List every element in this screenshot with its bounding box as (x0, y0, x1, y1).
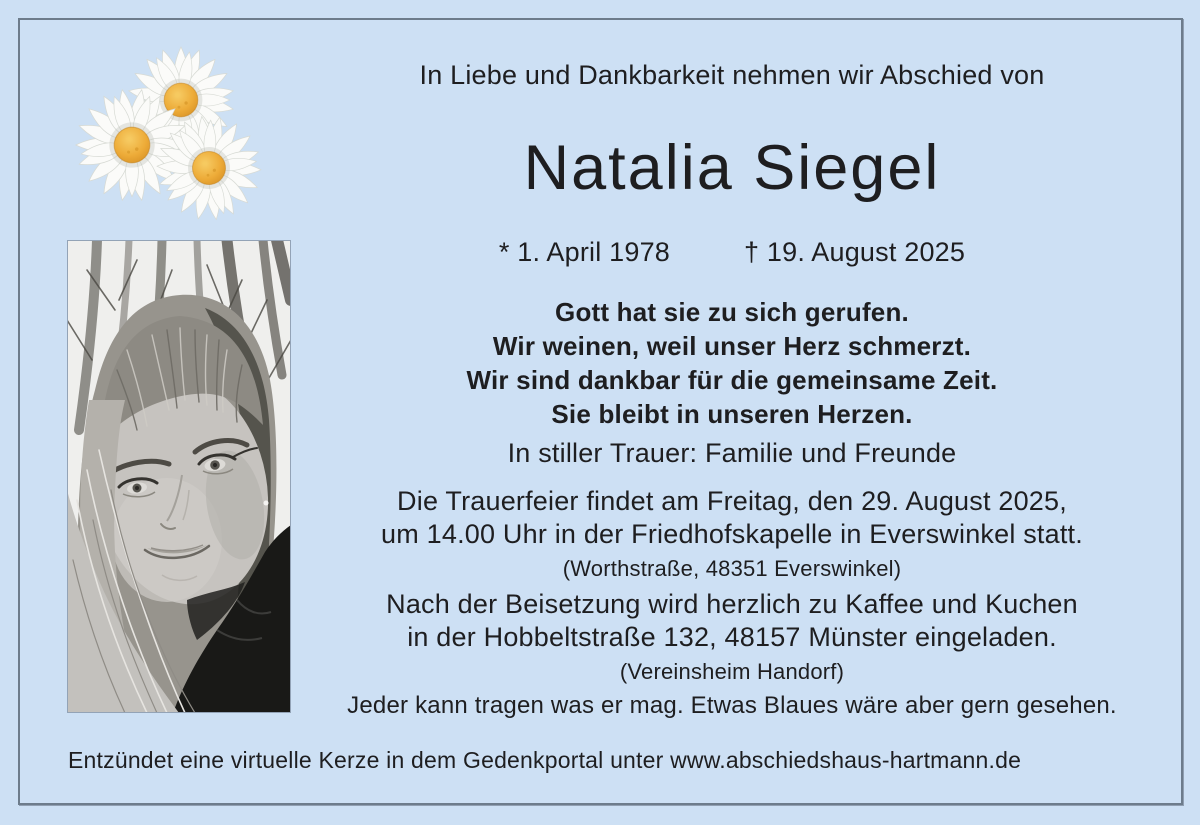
verse-line: Wir sind dankbar für die gemeinsame Zeit. (466, 365, 998, 395)
memorial-verse (296, 295, 1168, 431)
service-info (296, 485, 1168, 582)
life-dates (296, 237, 1168, 268)
reception-line: in der Hobbeltstraße 132, 48157 Münster eingeladen. (407, 622, 1057, 652)
dress-code-note: Jeder kann tragen was er mag. Etwas Blaues wäre aber gern gesehen. (347, 692, 1117, 719)
service-location: (Worthstraße, 48351 Everswinkel) (562, 556, 902, 581)
verse-line: Sie bleibt in unseren Herzen. (551, 399, 913, 429)
service-line: Die Trauerfeier findet am Freitag, den 29. August 2025, (397, 486, 1067, 516)
verse-line: Gott hat sie zu sich gerufen. (555, 297, 909, 327)
reception-location: (Vereinsheim Handorf) (619, 659, 845, 684)
memorial-portal-note: Entzündet eine virtuelle Kerze in dem Gedenkportal unter www.abschiedshaus-hartmann.de (68, 747, 1022, 773)
death-date: † 19. August 2025 (744, 237, 966, 267)
portrait-photo (67, 240, 291, 713)
birth-date: * 1. April 1978 (498, 237, 671, 267)
reception-info (296, 588, 1168, 685)
verse-line: Wir weinen, weil unser Herz schmerzt. (492, 331, 972, 361)
daisies-image (58, 28, 298, 233)
deceased-name: Natalia Siegel (523, 133, 941, 203)
mourners-line: In stiller Trauer: Familie und Freunde (507, 438, 957, 468)
intro-line: In Liebe und Dankbarkeit nehmen wir Abschied von (419, 60, 1045, 90)
service-line: um 14.00 Uhr in der Friedhofskapelle in Everswinkel statt. (381, 519, 1083, 549)
reception-line: Nach der Beisetzung wird herzlich zu Kaffee und Kuchen (386, 589, 1078, 619)
